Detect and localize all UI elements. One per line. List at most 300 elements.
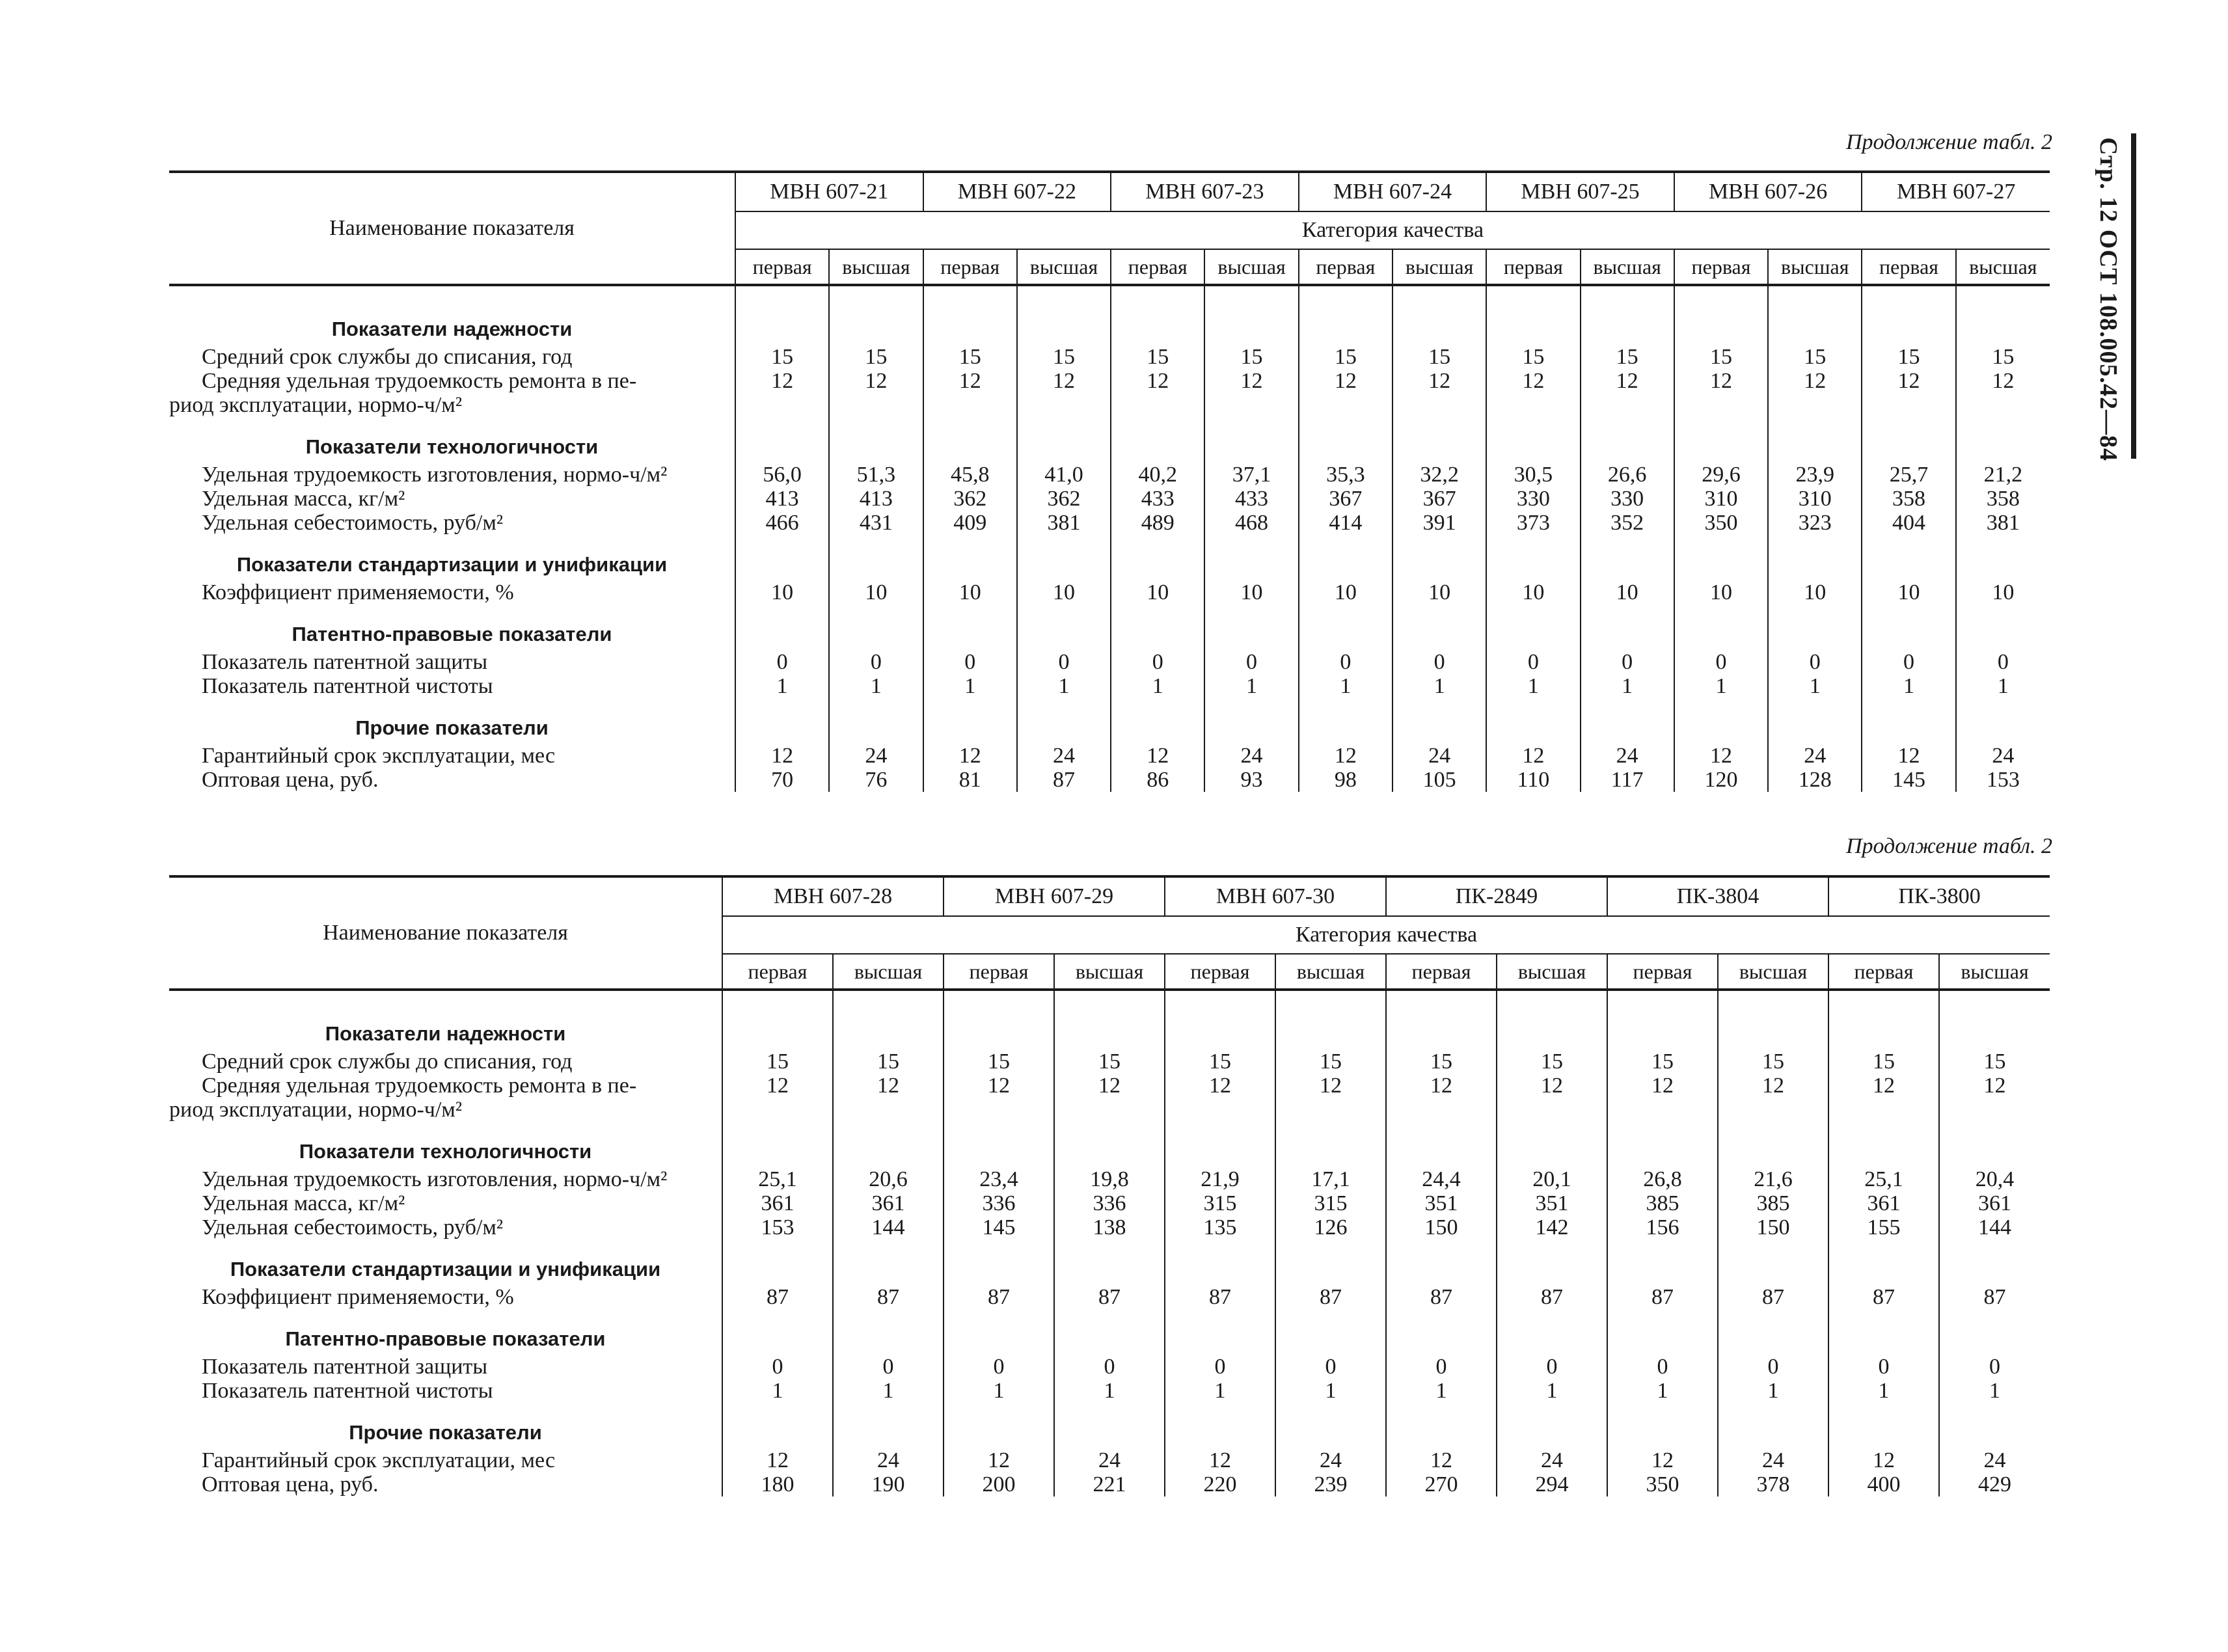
table-row — [169, 345, 2050, 369]
value-cell: 12 — [1275, 1074, 1386, 1098]
value-cell: 12 — [1862, 744, 1955, 768]
value-cell: 361 — [1939, 1191, 2050, 1215]
subheader-cell: первая — [1165, 954, 1275, 990]
value-cell: 1 — [1581, 674, 1674, 698]
value-cell: 156 — [1607, 1215, 1718, 1239]
value-cell: 153 — [761, 1215, 795, 1239]
value-cell: 24 — [1956, 744, 2050, 768]
subheader-cell: первая — [1828, 954, 1939, 990]
value-cell — [1054, 1098, 1165, 1122]
value-cell: 24 — [1275, 1448, 1386, 1472]
row-label: риод эксплуатации, нормо-ч/м² — [169, 1098, 722, 1122]
row-label: Средний срок службы до списания, год — [169, 345, 735, 369]
value-cell: 30,5 — [1486, 463, 1580, 487]
table-row — [169, 674, 2050, 698]
row-label: Показатель патентной чистоты — [169, 674, 735, 698]
value-cell: 414 — [1299, 511, 1392, 535]
model-header: ПК-3804 — [1607, 876, 1828, 916]
value-cell: 1 — [1862, 674, 1955, 698]
row-label: Оптовая цена, руб. — [169, 768, 735, 792]
value-cell: 87 — [1054, 1285, 1165, 1309]
value-cell: 336 — [944, 1191, 1054, 1215]
value-cell: 10 — [1392, 580, 1486, 604]
value-cell: 12 — [1017, 369, 1111, 393]
table-row — [169, 744, 2050, 768]
value-cell: 87 — [767, 1285, 789, 1309]
value-cell: 70 — [771, 768, 794, 792]
value-cell: 10 — [923, 580, 1017, 604]
value-cell: 12 — [944, 1448, 1054, 1472]
table-row — [169, 1355, 2050, 1379]
value-cell: 150 — [1386, 1215, 1497, 1239]
value-cell: 391 — [1392, 511, 1486, 535]
value-cell: 15 — [1275, 1049, 1386, 1074]
value-cell — [833, 1098, 944, 1122]
section-row — [169, 604, 2050, 650]
model-header: МВН 607-25 — [1486, 172, 1674, 211]
table-row — [169, 1098, 2050, 1122]
table-row — [169, 369, 2050, 393]
value-cell: 87 — [833, 1285, 944, 1309]
row-label: Показатель патентной защиты — [169, 1355, 722, 1379]
value-cell — [722, 1098, 833, 1122]
value-cell: 86 — [1111, 768, 1204, 792]
value-cell: 15 — [1939, 1049, 2050, 1074]
value-cell: 12 — [1862, 369, 1955, 393]
value-cell: 25,1 — [1828, 1167, 1939, 1191]
value-cell — [1581, 393, 1674, 417]
value-cell: 466 — [765, 511, 799, 535]
value-cell: 12 — [833, 1074, 944, 1098]
value-cell — [735, 393, 829, 417]
value-cell: 24 — [1497, 1448, 1607, 1472]
value-cell: 15 — [1581, 345, 1674, 369]
section-title: Показатели надежности — [169, 299, 735, 345]
value-cell: 15 — [1392, 345, 1486, 369]
value-cell: 23,4 — [944, 1167, 1054, 1191]
value-cell: 0 — [923, 650, 1017, 674]
value-cell: 24 — [1204, 744, 1298, 768]
value-cell — [1299, 393, 1392, 417]
table-row — [169, 580, 2050, 604]
value-cell: 12 — [767, 1448, 789, 1472]
row-label: Удельная себестоимость, руб/м² — [169, 1215, 722, 1239]
model-header: МВН 607-24 — [1299, 172, 1487, 211]
value-cell — [923, 393, 1017, 417]
value-cell: 0 — [772, 1355, 783, 1379]
value-cell: 10 — [1581, 580, 1674, 604]
value-cell: 367 — [1392, 487, 1486, 511]
value-cell: 12 — [944, 1074, 1054, 1098]
value-cell: 12 — [1165, 1074, 1275, 1098]
model-header: МВН 607-27 — [1862, 172, 2050, 211]
value-cell: 0 — [1111, 650, 1204, 674]
value-cell: 26,8 — [1607, 1167, 1718, 1191]
value-cell: 431 — [829, 511, 923, 535]
value-cell: 330 — [1486, 487, 1580, 511]
value-cell: 12 — [1828, 1448, 1939, 1472]
value-cell: 1 — [1386, 1379, 1497, 1403]
value-cell: 1 — [1486, 674, 1580, 698]
value-cell: 87 — [1497, 1285, 1607, 1309]
subheader-cell: высшая — [1956, 249, 2050, 285]
value-cell — [1828, 1098, 1939, 1122]
section-title: Патентно-правовые показатели — [169, 604, 735, 650]
section-row — [169, 1122, 2050, 1167]
value-cell: 270 — [1386, 1472, 1497, 1496]
value-cell: 45,8 — [923, 463, 1017, 487]
value-cell: 15 — [1299, 345, 1392, 369]
row-label: Гарантийный срок эксплуатации, мес — [169, 744, 735, 768]
value-cell: 15 — [829, 345, 923, 369]
value-cell: 87 — [1939, 1285, 2050, 1309]
subheader-cell: высшая — [1275, 954, 1386, 990]
value-cell: 330 — [1581, 487, 1674, 511]
value-cell: 385 — [1607, 1191, 1718, 1215]
value-cell: 15 — [1956, 345, 2050, 369]
value-cell: 15 — [1054, 1049, 1165, 1074]
value-cell: 12 — [1939, 1074, 2050, 1098]
value-cell: 1 — [829, 674, 923, 698]
row-label: Коэффициент применяемости, % — [169, 580, 735, 604]
subheader-cell: высшая — [1017, 249, 1111, 285]
table-row — [169, 1472, 2050, 1496]
value-cell: 0 — [1299, 650, 1392, 674]
table-row — [169, 768, 2050, 792]
value-cell: 12 — [1581, 369, 1674, 393]
value-cell: 373 — [1486, 511, 1580, 535]
subheader-cell: первая — [1299, 249, 1392, 285]
value-cell: 25,7 — [1862, 463, 1955, 487]
value-cell: 12 — [1607, 1074, 1718, 1098]
value-cell: 12 — [1111, 744, 1204, 768]
table2 — [169, 875, 2050, 1496]
value-cell: 10 — [1017, 580, 1111, 604]
value-cell: 12 — [1054, 1074, 1165, 1098]
value-cell: 87 — [1828, 1285, 1939, 1309]
model-header: МВН 607-28 — [722, 876, 944, 916]
value-cell: 19,8 — [1054, 1167, 1165, 1191]
table1 — [169, 170, 2050, 792]
value-cell: 180 — [761, 1472, 795, 1496]
value-cell: 32,2 — [1392, 463, 1486, 487]
value-cell — [1768, 393, 1862, 417]
value-cell: 0 — [1204, 650, 1298, 674]
value-cell: 15 — [944, 1049, 1054, 1074]
value-cell: 1 — [1299, 674, 1392, 698]
value-cell: 294 — [1497, 1472, 1607, 1496]
value-cell: 352 — [1581, 511, 1674, 535]
value-cell: 41,0 — [1017, 463, 1111, 487]
value-cell: 0 — [1956, 650, 2050, 674]
value-cell: 1 — [1497, 1379, 1607, 1403]
value-cell — [1674, 393, 1768, 417]
table-row — [169, 463, 2050, 487]
value-cell: 378 — [1718, 1472, 1828, 1496]
subheader-cell: первая — [944, 954, 1054, 990]
value-cell: 12 — [923, 744, 1017, 768]
subheader-cell: первая — [748, 959, 808, 983]
value-cell: 15 — [1111, 345, 1204, 369]
value-cell: 24 — [833, 1448, 944, 1472]
value-cell — [1111, 393, 1204, 417]
value-cell: 0 — [1017, 650, 1111, 674]
value-cell: 35,3 — [1299, 463, 1392, 487]
value-cell: 12 — [829, 369, 923, 393]
value-cell: 12 — [767, 1074, 789, 1098]
subheader-cell: высшая — [1054, 954, 1165, 990]
subheader-cell: первая — [1674, 249, 1768, 285]
section-title: Показатели стандартизации и унификации — [169, 1239, 722, 1285]
value-cell: 142 — [1497, 1215, 1607, 1239]
value-cell: 0 — [1275, 1355, 1386, 1379]
table-row — [169, 650, 2050, 674]
section-row — [169, 299, 2050, 345]
value-cell: 413 — [829, 487, 923, 511]
value-cell — [1718, 1098, 1828, 1122]
subheader-cell: высшая — [833, 954, 944, 990]
value-cell: 350 — [1607, 1472, 1718, 1496]
value-cell: 12 — [771, 744, 794, 768]
subheader-cell: первая — [1486, 249, 1580, 285]
value-cell: 1 — [1275, 1379, 1386, 1403]
table-row — [169, 1167, 2050, 1191]
value-cell: 468 — [1204, 511, 1298, 535]
value-cell: 87 — [1017, 768, 1111, 792]
side-label: Стр. 12 ОСТ 108.005.42—84 — [2095, 137, 2123, 462]
table-row — [169, 1379, 2050, 1403]
value-cell: 1 — [1956, 674, 2050, 698]
value-cell — [1275, 1098, 1386, 1122]
value-cell: 1 — [1017, 674, 1111, 698]
value-cell: 15 — [1017, 345, 1111, 369]
row-label: Средний срок службы до списания, год — [169, 1049, 722, 1074]
value-cell: 361 — [833, 1191, 944, 1215]
value-cell: 409 — [923, 511, 1017, 535]
row-label: Удельная масса, кг/м² — [169, 1191, 722, 1215]
subheader-cell: первая — [1862, 249, 1955, 285]
value-cell — [1956, 393, 2050, 417]
value-cell: 10 — [1204, 580, 1298, 604]
table-row — [169, 487, 2050, 511]
value-cell: 1 — [1674, 674, 1768, 698]
model-header: МВН 607-26 — [1674, 172, 1862, 211]
value-cell: 1 — [1939, 1379, 2050, 1403]
table-row — [169, 393, 2050, 417]
subheader-cell: высшая — [829, 249, 923, 285]
value-cell: 385 — [1718, 1191, 1828, 1215]
value-cell: 0 — [944, 1355, 1054, 1379]
value-cell: 155 — [1828, 1215, 1939, 1239]
table-row — [169, 1285, 2050, 1309]
value-cell: 20,1 — [1497, 1167, 1607, 1191]
value-cell: 200 — [944, 1472, 1054, 1496]
value-cell: 10 — [829, 580, 923, 604]
value-cell: 20,4 — [1939, 1167, 2050, 1191]
value-cell: 0 — [1386, 1355, 1497, 1379]
value-cell: 220 — [1165, 1472, 1275, 1496]
value-cell: 0 — [1718, 1355, 1828, 1379]
value-cell — [944, 1098, 1054, 1122]
value-cell: 10 — [1768, 580, 1862, 604]
table-row — [169, 511, 2050, 535]
value-cell: 315 — [1275, 1191, 1386, 1215]
value-cell: 15 — [1862, 345, 1955, 369]
subheader-cell: первая — [923, 249, 1017, 285]
value-cell: 429 — [1939, 1472, 2050, 1496]
table-row — [169, 1448, 2050, 1472]
model-header: МВН 607-21 — [735, 172, 923, 211]
table1-caption: Продолжение табл. 2 — [1845, 130, 2052, 154]
value-cell: 23,9 — [1768, 463, 1862, 487]
value-cell: 1 — [772, 1379, 783, 1403]
value-cell: 24 — [1392, 744, 1486, 768]
section-title: Показатели технологичности — [169, 417, 735, 463]
side-header — [2089, 130, 2128, 468]
section-title: Показатели надежности — [169, 1004, 722, 1049]
value-cell: 361 — [761, 1191, 795, 1215]
value-cell: 221 — [1054, 1472, 1165, 1496]
section-title: Показатели технологичности — [169, 1122, 722, 1167]
name-header: Наименование показателя — [169, 876, 722, 990]
model-header: ПК-3800 — [1828, 876, 2050, 916]
value-cell: 24 — [1768, 744, 1862, 768]
value-cell — [1386, 1098, 1497, 1122]
value-cell — [1497, 1098, 1607, 1122]
value-cell — [1486, 393, 1580, 417]
value-cell: 24 — [1718, 1448, 1828, 1472]
value-cell: 0 — [1486, 650, 1580, 674]
value-cell: 0 — [1768, 650, 1862, 674]
value-cell: 93 — [1204, 768, 1298, 792]
value-cell: 400 — [1828, 1472, 1939, 1496]
value-cell: 1 — [923, 674, 1017, 698]
subheader-cell: первая — [1111, 249, 1204, 285]
value-cell: 12 — [1386, 1074, 1497, 1098]
value-cell: 120 — [1674, 768, 1768, 792]
section-title: Патентно-правовые показатели — [169, 1309, 722, 1355]
value-cell — [1204, 393, 1298, 417]
value-cell: 21,2 — [1956, 463, 2050, 487]
side-rule — [2131, 133, 2136, 459]
value-cell: 12 — [1674, 369, 1768, 393]
value-cell: 362 — [923, 487, 1017, 511]
value-cell: 12 — [923, 369, 1017, 393]
row-label: Средняя удельная трудоемкость ремонта в пе- — [169, 369, 735, 393]
value-cell: 24 — [1939, 1448, 2050, 1472]
value-cell: 1 — [776, 674, 788, 698]
value-cell: 381 — [1017, 511, 1111, 535]
value-cell: 76 — [829, 768, 923, 792]
subheader-cell: высшая — [1392, 249, 1486, 285]
table2-caption: Продолжение табл. 2 — [1845, 834, 2052, 858]
value-cell: 87 — [1386, 1285, 1497, 1309]
value-cell: 10 — [1486, 580, 1580, 604]
value-cell: 105 — [1392, 768, 1486, 792]
value-cell: 358 — [1862, 487, 1955, 511]
value-cell: 15 — [1768, 345, 1862, 369]
value-cell: 15 — [771, 345, 794, 369]
value-cell: 144 — [1939, 1215, 2050, 1239]
value-cell: 25,1 — [758, 1167, 797, 1191]
section-title: Прочие показатели — [169, 1403, 722, 1448]
table-row — [169, 1215, 2050, 1239]
value-cell: 0 — [1828, 1355, 1939, 1379]
value-cell: 12 — [1165, 1448, 1275, 1472]
value-cell: 12 — [1956, 369, 2050, 393]
value-cell: 15 — [833, 1049, 944, 1074]
value-cell: 87 — [1607, 1285, 1718, 1309]
subheader-cell: первая — [1386, 954, 1497, 990]
value-cell: 150 — [1718, 1215, 1828, 1239]
value-cell: 40,2 — [1111, 463, 1204, 487]
value-cell: 12 — [1486, 369, 1580, 393]
value-cell: 12 — [1497, 1074, 1607, 1098]
value-cell: 12 — [1392, 369, 1486, 393]
value-cell — [1017, 393, 1111, 417]
value-cell: 15 — [1674, 345, 1768, 369]
value-cell: 404 — [1862, 511, 1955, 535]
value-cell: 0 — [1497, 1355, 1607, 1379]
value-cell — [1939, 1098, 2050, 1122]
value-cell: 138 — [1054, 1215, 1165, 1239]
value-cell: 190 — [833, 1472, 944, 1496]
value-cell: 21,6 — [1718, 1167, 1828, 1191]
table-row — [169, 1049, 2050, 1074]
value-cell: 15 — [1386, 1049, 1497, 1074]
value-cell: 12 — [1204, 369, 1298, 393]
value-cell: 433 — [1111, 487, 1204, 511]
value-cell: 12 — [1607, 1448, 1718, 1472]
row-label: Удельная трудоемкость изготовления, нормо-ч/м² — [169, 1167, 722, 1191]
value-cell: 1 — [833, 1379, 944, 1403]
value-cell: 15 — [1828, 1049, 1939, 1074]
table2-grid — [169, 875, 2050, 1496]
value-cell: 87 — [944, 1285, 1054, 1309]
value-cell: 37,1 — [1204, 463, 1298, 487]
value-cell: 15 — [1497, 1049, 1607, 1074]
value-cell: 367 — [1299, 487, 1392, 511]
value-cell: 0 — [1939, 1355, 2050, 1379]
value-cell: 413 — [765, 487, 799, 511]
value-cell: 145 — [944, 1215, 1054, 1239]
subheader-cell: высшая — [1939, 954, 2050, 990]
table1-grid — [169, 170, 2050, 792]
value-cell: 56,0 — [763, 463, 802, 487]
value-cell: 12 — [1386, 1448, 1497, 1472]
value-cell: 12 — [1299, 744, 1392, 768]
value-cell: 1 — [1165, 1379, 1275, 1403]
value-cell: 1 — [1204, 674, 1298, 698]
value-cell: 12 — [1299, 369, 1392, 393]
value-cell: 15 — [1486, 345, 1580, 369]
value-cell: 12 — [1486, 744, 1580, 768]
value-cell: 117 — [1581, 768, 1674, 792]
value-cell: 153 — [1956, 768, 2050, 792]
section-title: Показатели стандартизации и унификации — [169, 535, 735, 580]
value-cell — [829, 393, 923, 417]
value-cell: 10 — [771, 580, 794, 604]
subheader-cell: высшая — [1718, 954, 1828, 990]
value-cell — [1607, 1098, 1718, 1122]
value-cell: 239 — [1275, 1472, 1386, 1496]
value-cell: 336 — [1054, 1191, 1165, 1215]
row-label: Удельная себестоимость, руб/м² — [169, 511, 735, 535]
value-cell: 10 — [1111, 580, 1204, 604]
row-label: Коэффициент применяемости, % — [169, 1285, 722, 1309]
section-row — [169, 1004, 2050, 1049]
value-cell: 0 — [776, 650, 788, 674]
